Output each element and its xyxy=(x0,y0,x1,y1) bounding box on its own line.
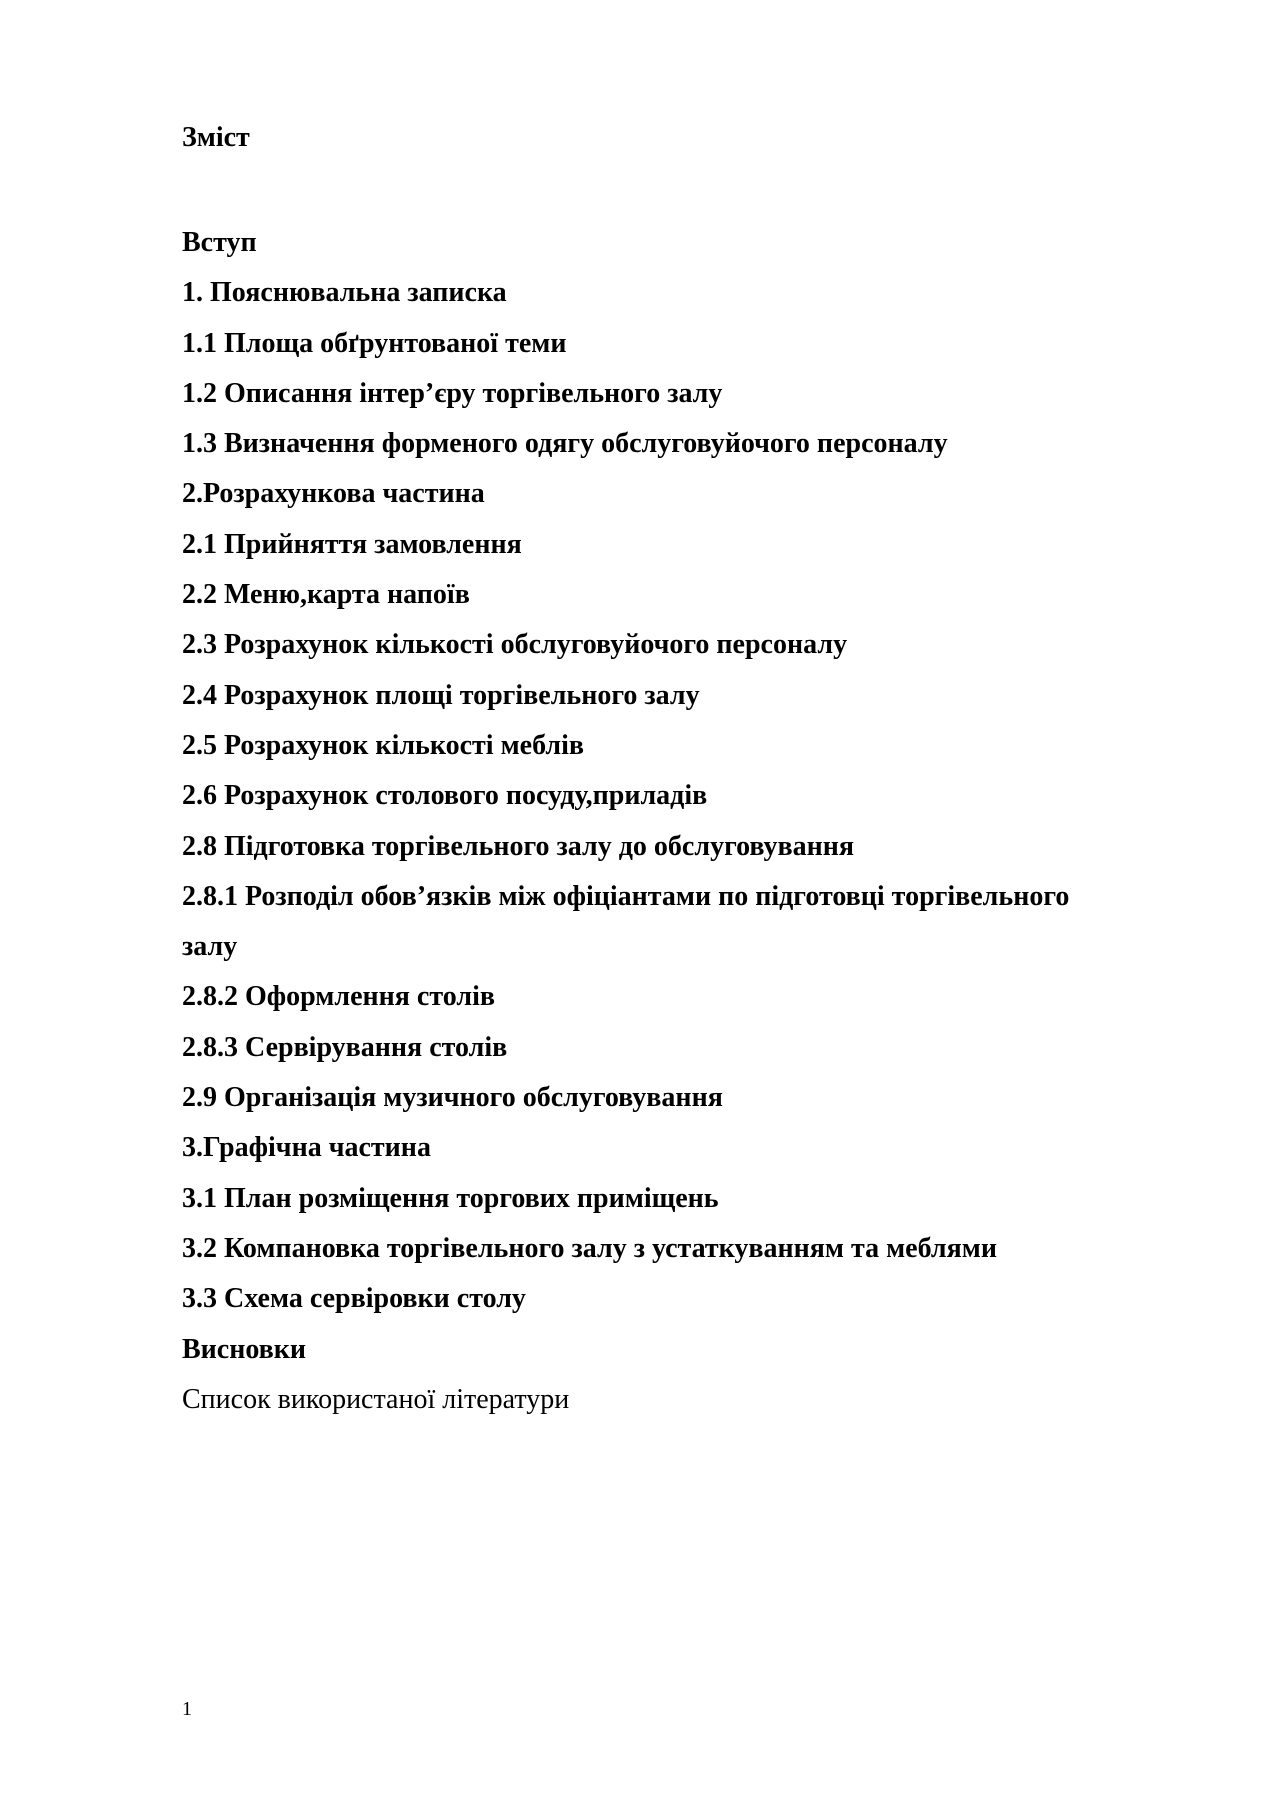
toc-entry: 2.8 Підготовка торгівельного залу до обслуговування xyxy=(182,830,855,862)
toc-entry: 2.9 Організація музичного обслуговування xyxy=(182,1082,723,1114)
toc-entry: 2.2 Меню,карта напоїв xyxy=(182,579,470,611)
toc-entry: 2.1 Прийняття замовлення xyxy=(182,528,522,560)
toc-entry: 3.Графічна частина xyxy=(182,1132,431,1164)
toc-entry: 2.3 Розрахунок кількості обслуговуйочого персоналу xyxy=(182,629,848,661)
toc-entry: 1.1 Площа обґрунтованої теми xyxy=(182,327,567,359)
toc-entry: Вступ xyxy=(182,227,257,258)
toc-entry: 1.3 Визначення форменого одягу обслуговуйочого персоналу xyxy=(182,428,948,460)
toc-entry: 1.2 Описання інтер’єру торгівельного залу xyxy=(182,377,723,409)
toc-entry: 3.3 Схема сервіровки столу xyxy=(182,1283,526,1315)
toc-entry: Висновки xyxy=(182,1333,307,1365)
toc-entry: 2.4 Розрахунок площі торгівельного залу xyxy=(182,679,700,711)
toc-entry: 2.8.3 Сервірування столів xyxy=(182,1031,508,1063)
toc-entry: 2.5 Розрахунок кількості меблів xyxy=(182,729,584,761)
toc-entry: залу xyxy=(182,931,238,963)
toc-entry: 2.8.2 Оформлення столів xyxy=(182,981,495,1013)
toc-entry: Список використаної літератури xyxy=(182,1383,570,1415)
toc-entry: 3.2 Компановка торгівельного залу з устаткуванням та меблями xyxy=(182,1232,997,1264)
toc-entry: 2.8.1 Розподіл обов’язків між офіціантами по підготовці торгівельного xyxy=(182,880,1070,912)
toc-entry: 2.6 Розрахунок столового посуду,приладів xyxy=(182,780,708,812)
table-of-contents xyxy=(182,218,1142,1425)
toc-entry: 1. Пояснювальна записка xyxy=(182,277,507,309)
page-number: 1 xyxy=(182,1698,192,1720)
page-title: Зміст xyxy=(182,122,250,153)
toc-entry: 2.Розрахункова частина xyxy=(182,478,485,510)
toc-entry: 3.1 План розміщення торгових приміщень xyxy=(182,1182,719,1214)
